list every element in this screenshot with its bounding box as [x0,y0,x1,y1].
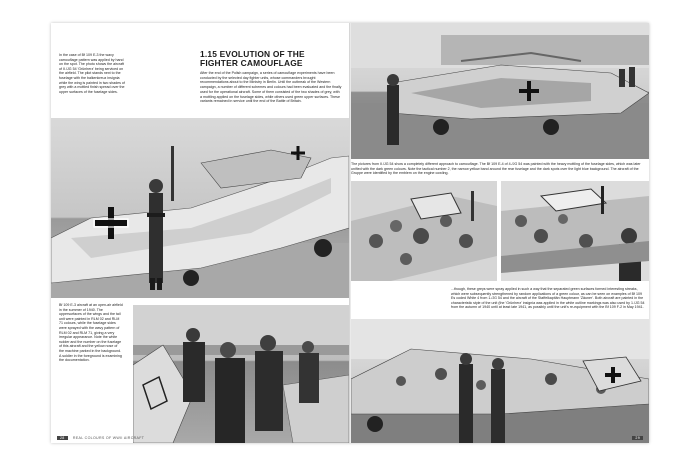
caption-bottom-right: ...though, these greys were spray applied in such a way that the separated green surfaces formed interesting streaks, which were subsequently strengthened by random applications of a green colour, as can be seen on examples of Bf 109 Es coded White 4 from 1./JG 54 and the aircraft of the Staffelkapitän Hauptmann 'Zäuner'. Both aircraft are painted in the characteristic style of the unit (the 'Grünherz' insignia was applied in the white outline markings was also used by 1./JG 54 from the autumn of 1940 until at least late 1941, as possibly until the unit's re-equipment with the Bf 109 F-2 in May 1941. [451,287,645,310]
photo-ground-crew [133,305,349,443]
folio-right [628,436,643,440]
magazine-spread [51,23,649,443]
photo-cockpit-crew [501,181,649,281]
article-body: After the end of the Polish campaign, a series of camouflage experiments have been conducted by the selected day fighter units, whose commanders brought recommendations about to the Ministry in Berlin. Until the outbreak of the Western campaign, a number of different schemes and colours had been evaluated and the finally used for the operational aircraft. Some of them consisted of the two shades of grey, with a mottling applied on the fuselage sides, while others used green upper surfaces. These variants remained in service until the end of the Battle of Britain. [200,71,342,104]
photo-pilots-by-aircraft-graphic [351,319,649,443]
article-title-text: EVOLUTION OF THE FIGHTER CAMOUFLAGE [200,49,305,68]
photo-mottled-fuselage [351,181,497,281]
photo-pilots-by-aircraft [351,319,649,443]
page-number-left: 28 [57,436,68,440]
caption-mid-left: Bf 109 E-3 aircraft at an open-air airfield in the summer of 1940. The uppersurfaces of the wings and the tail unit were painted in RLM 02 and RLM 71 colours, while the fuselage sides were sprayed with the wavy pattern of RLM 02 and RLM 71, giving a very irregular appearance. Note the white rudder and the number on the fuselage of this aircraft and the yellow nose of the machine parked in the background. A soldier in the foreground is examining the documentation. [59,303,123,363]
page-number-right: 29 [632,436,643,440]
photo-aircraft-lineup [351,23,649,159]
photo-mottled-fuselage-graphic [351,181,497,281]
photo-cockpit-crew-graphic [501,181,649,281]
photo-aircraft-lineup-graphic [351,23,649,159]
article-title-number: 1.15 [200,49,218,59]
running-head-left: REAL COLOURS OF WWII AIRCRAFT [72,436,145,440]
photo-pilot-by-aircraft [51,118,349,298]
folio-left [57,436,144,440]
photo-pilot-by-aircraft-graphic [51,118,349,298]
caption-top-right: The pictures from II./JG 54 show a completely different approach to camouflage. The Bf 109 E-4 of 4./JG 54 was painted with the heavy mottling of the fuselage sides, which was later unified with the dark green colours. Note the tactical number 2, the narrow yellow band around the rear fuselage and the dark spots over the light blue background. The aircraft of the Gruppe were identified by the emblem on the engine cowling. [351,162,641,176]
left-page [51,23,349,443]
caption-top-left: In the case of Bf 109 E-3 the wavy camouflage pattern was applied by hand on the spot. The photo shows the aircraft of II./JG 54 'Grünherz' being serviced on the airfield. The pilot stands next to the fuselage with the balkenkreuz insignia while the wing is painted in two shades of grey with a mottled finish spread over the upper surfaces of the fuselage sides. [59,53,125,94]
right-page [351,23,649,443]
article-title [200,50,340,68]
photo-ground-crew-graphic [133,305,349,443]
